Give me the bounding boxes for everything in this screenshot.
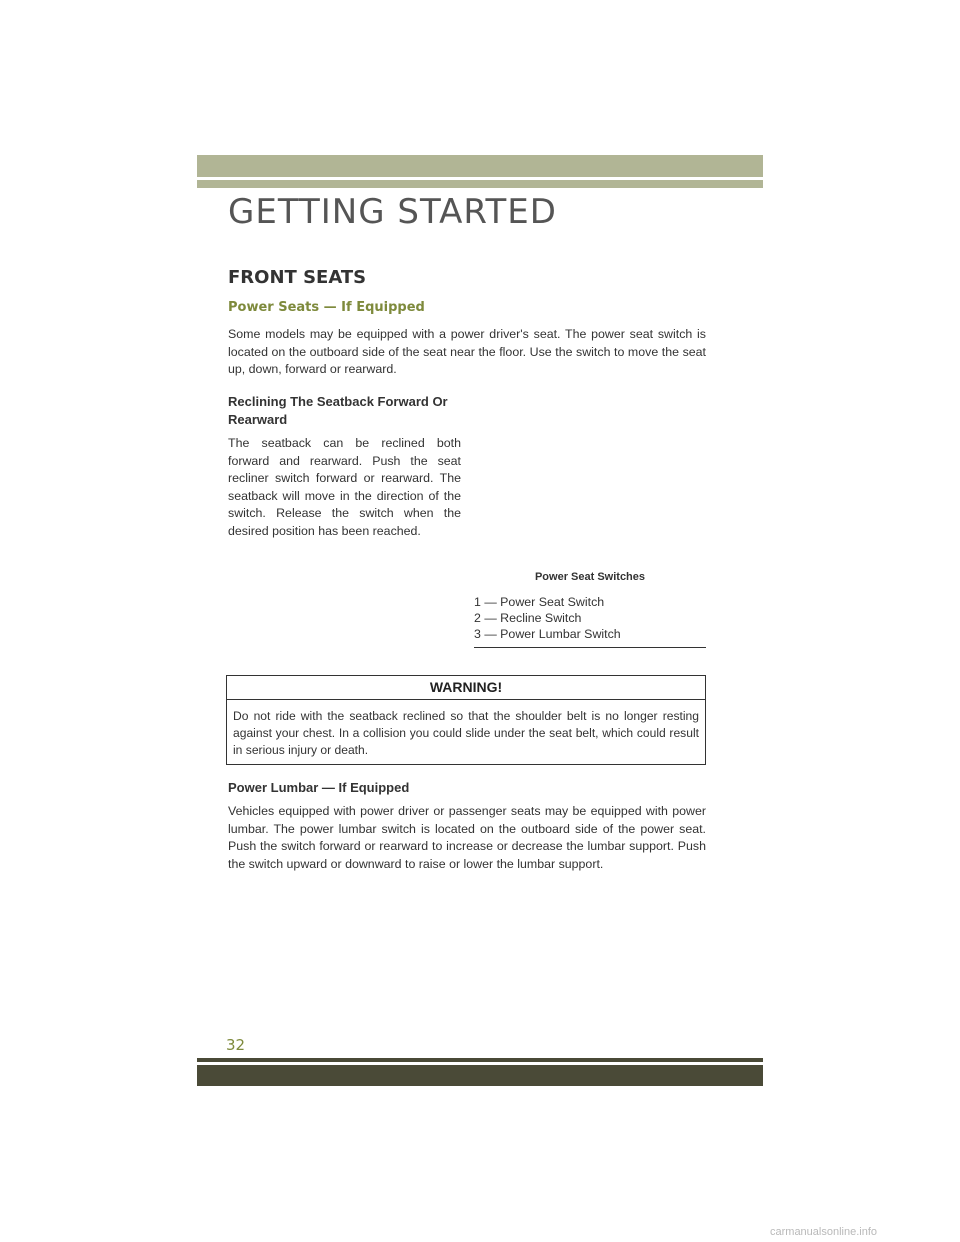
reclining-paragraph: The seatback can be reclined both forward and rearward. Push the seat recliner switch forward or rearward. The seatback will move in the direction of the switch. Release the switch when the desired position has been reached. <box>228 436 461 538</box>
reclining-heading: Reclining The Seatback Forward Or Rearward <box>228 394 448 427</box>
intro-paragraph: Some models may be equipped with a power driver's seat. The power seat switch is located on the outboard side of the seat near the floor. Use the switch to move the seat up, down, forward or rearward. <box>228 327 706 376</box>
figure-legend <box>474 594 706 648</box>
legend-item: 3 — Power Lumbar Switch <box>474 627 621 641</box>
lumbar-paragraph: Vehicles equipped with power driver or passenger seats may be equipped with power lumbar. The power lumbar switch is located on the outboard side of the power seat. Push the switch forward or rearward to increase or decrease the lumbar support. Push the switch upward or downward to raise or lower the lumbar support. <box>228 804 706 871</box>
footer-band <box>197 1065 763 1086</box>
header-band <box>197 155 763 177</box>
page-number: 32 <box>226 1036 246 1054</box>
page-heading: FRONT SEATS <box>228 267 367 288</box>
watermark: carmanualsonline.info <box>770 1226 878 1238</box>
legend-item: 1 — Power Seat Switch <box>474 595 605 609</box>
subheading: Power Seats — If Equipped <box>228 300 425 315</box>
warning-box <box>226 675 706 765</box>
warning-text: Do not ride with the seatback reclined so that the shoulder belt is no longer resting against your chest. In a collision you could slide under the seat belt, which could result in serious injury or death. <box>233 709 699 757</box>
header-band-thin <box>197 180 763 188</box>
lumbar-heading: Power Lumbar — If Equipped <box>228 780 410 795</box>
section-title: GETTING STARTED <box>228 192 557 232</box>
warning-title: WARNING! <box>227 676 705 700</box>
legend-item: 2 — Recline Switch <box>474 611 582 625</box>
footer-band-thin <box>197 1058 763 1062</box>
figure-caption: Power Seat Switches <box>534 571 646 583</box>
